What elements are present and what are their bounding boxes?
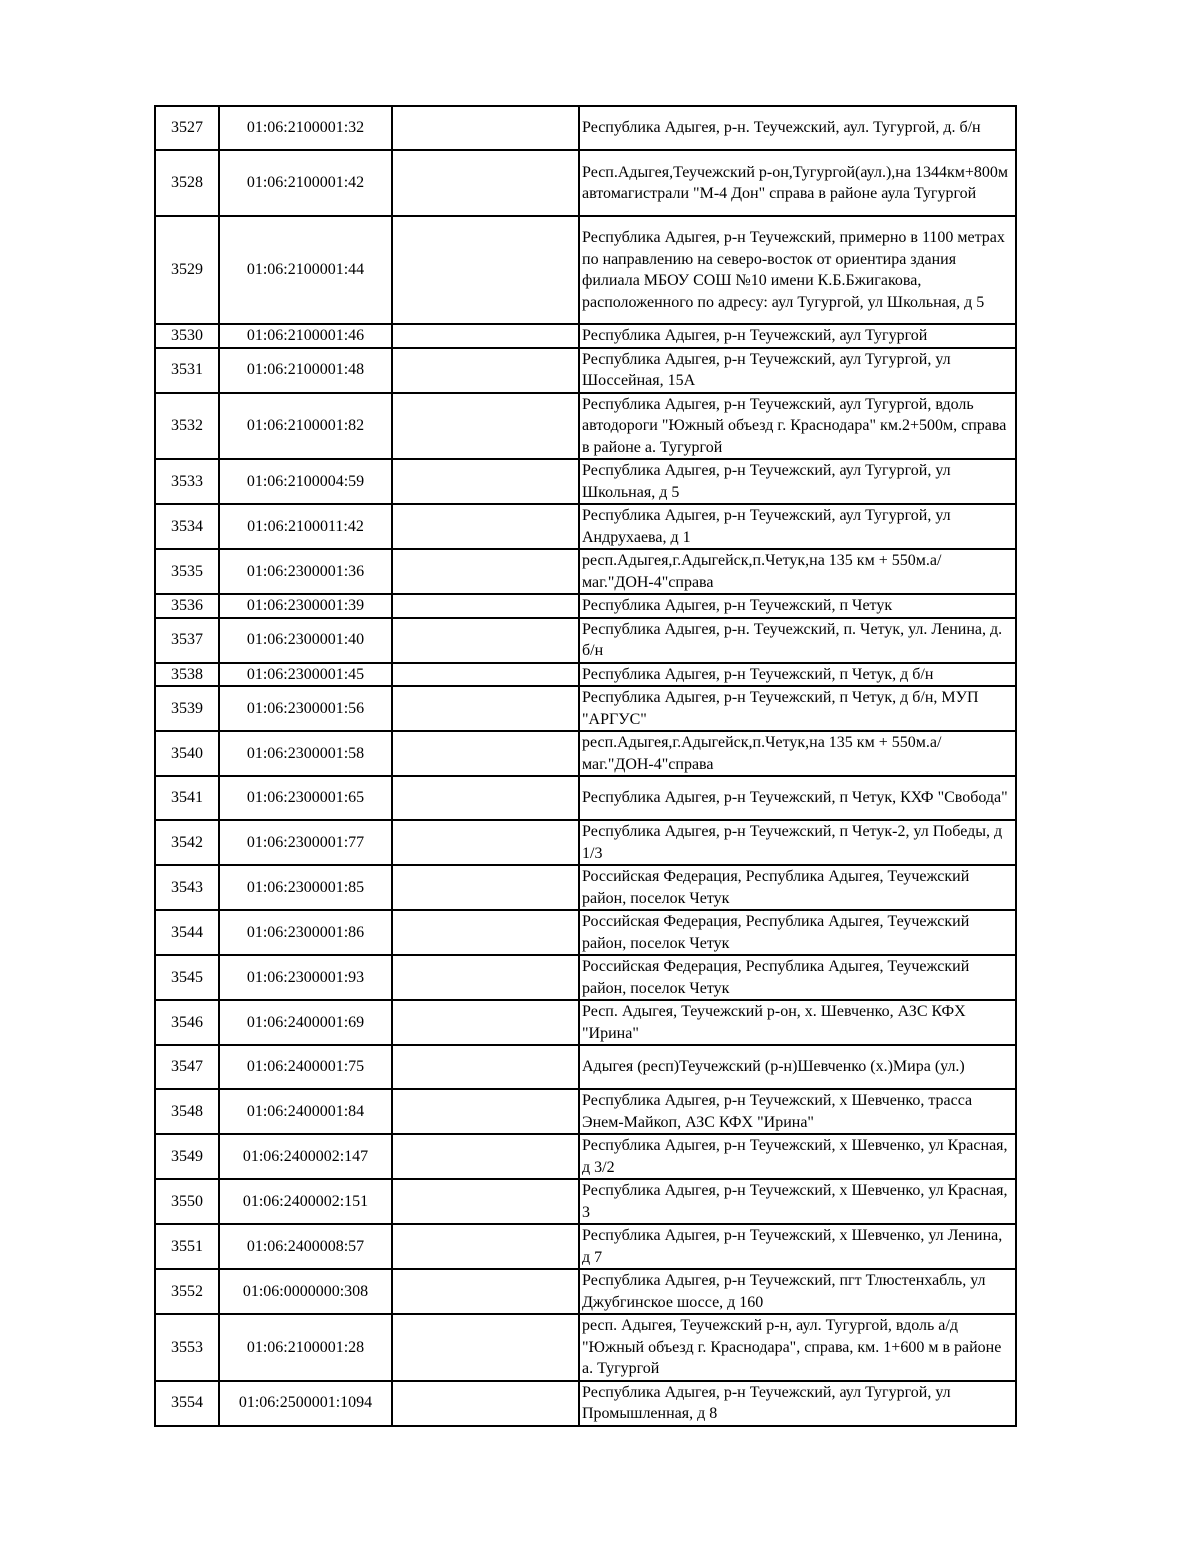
- row-number: 3553: [155, 1314, 219, 1381]
- land-plot-table: [154, 105, 1017, 1427]
- table-row: [155, 324, 1016, 348]
- row-number: 3536: [155, 594, 219, 618]
- table-row: [155, 865, 1016, 910]
- address: Республика Адыгея, р-н Теучежский, аул Тугургой: [579, 324, 1016, 348]
- row-number: 3532: [155, 393, 219, 460]
- row-number: 3535: [155, 549, 219, 594]
- address: Респ.Адыгея,Теучежский р-он,Тугургой(аул.),на 1344км+800м автомагистрали "М-4 Дон" справа в районе аула Тугургой: [579, 150, 1016, 216]
- table-row: [155, 216, 1016, 324]
- cadastral-number: 01:06:2300001:39: [219, 594, 392, 618]
- table-row: [155, 1045, 1016, 1089]
- table-row: [155, 150, 1016, 216]
- cadastral-number: 01:06:2400001:84: [219, 1089, 392, 1134]
- address: Республика Адыгея, р-н Теучежский, п Четук-2, ул Победы, д 1/3: [579, 820, 1016, 865]
- address: Республика Адыгея, р-н Теучежский, аул Тугургой, ул Школьная, д 5: [579, 459, 1016, 504]
- cadastral-number: 01:06:2400008:57: [219, 1224, 392, 1269]
- empty-cell: [392, 1381, 579, 1426]
- empty-cell: [392, 549, 579, 594]
- row-number: 3542: [155, 820, 219, 865]
- address: респ.Адыгея,г.Адыгейск,п.Четук,на 135 км + 550м.а/маг."ДОН-4"справа: [579, 731, 1016, 776]
- row-number: 3538: [155, 663, 219, 687]
- cadastral-number: 01:06:2100001:32: [219, 106, 392, 150]
- address: Республика Адыгея, р-н Теучежский, х Шевченко, ул Красная, д 3/2: [579, 1134, 1016, 1179]
- row-number: 3545: [155, 955, 219, 1000]
- table-row: [155, 731, 1016, 776]
- cadastral-number: 01:06:2300001:93: [219, 955, 392, 1000]
- cadastral-number: 01:06:2300001:56: [219, 686, 392, 731]
- cadastral-number: 01:06:2300001:58: [219, 731, 392, 776]
- row-number: 3534: [155, 504, 219, 549]
- address: Респ. Адыгея, Теучежский р-он, х. Шевченко, АЗС КФХ "Ирина": [579, 1000, 1016, 1045]
- table-row: [155, 910, 1016, 955]
- table-row: [155, 1179, 1016, 1224]
- address: Республика Адыгея, р-н Теучежский, аул Тугургой, вдоль автодороги "Южный объезд г. Краснодара" км.2+500м, справа в районе а. Тугургой: [579, 393, 1016, 460]
- cadastral-number: 01:06:2300001:45: [219, 663, 392, 687]
- row-number: 3554: [155, 1381, 219, 1426]
- empty-cell: [392, 1179, 579, 1224]
- empty-cell: [392, 150, 579, 216]
- cadastral-number: 01:06:2100004:59: [219, 459, 392, 504]
- cadastral-number: 01:06:2300001:65: [219, 776, 392, 820]
- address: Республика Адыгея, р-н Теучежский, п Четук: [579, 594, 1016, 618]
- empty-cell: [392, 1134, 579, 1179]
- empty-cell: [392, 776, 579, 820]
- address: Республика Адыгея, р-н Теучежский, примерно в 1100 метрах по направлению на северо-восток от ориентира здания филиала МБОУ СОШ №10 имени К.Б.Бжигакова, расположенного по адресу: аул Тугургой, ул Школьная, д 5: [579, 216, 1016, 324]
- table-row: [155, 618, 1016, 663]
- row-number: 3529: [155, 216, 219, 324]
- table-row: [155, 820, 1016, 865]
- empty-cell: [392, 504, 579, 549]
- table-row: [155, 1381, 1016, 1426]
- address: Республика Адыгея, р-н Теучежский, п Четук, д б/н: [579, 663, 1016, 687]
- address: Республика Адыгея, р-н Теучежский, х Шевченко, трасса Энем-Майкоп, АЗС КФХ "Ирина": [579, 1089, 1016, 1134]
- address: Республика Адыгея, р-н Теучежский, п Четук, д б/н, МУП "АРГУС": [579, 686, 1016, 731]
- empty-cell: [392, 1089, 579, 1134]
- cadastral-number: 01:06:2100001:28: [219, 1314, 392, 1381]
- cadastral-number: 01:06:2300001:40: [219, 618, 392, 663]
- empty-cell: [392, 459, 579, 504]
- table-body: [155, 106, 1016, 1426]
- address: Российская Федерация, Республика Адыгея, Теучежский район, поселок Четук: [579, 955, 1016, 1000]
- empty-cell: [392, 955, 579, 1000]
- table-row: [155, 459, 1016, 504]
- address: Республика Адыгея, р-н Теучежский, п Четук, КХФ "Свобода": [579, 776, 1016, 820]
- cadastral-number: 01:06:2100001:42: [219, 150, 392, 216]
- cadastral-number: 01:06:2300001:77: [219, 820, 392, 865]
- cadastral-number: 01:06:2100001:44: [219, 216, 392, 324]
- address: Российская Федерация, Республика Адыгея, Теучежский район, поселок Четук: [579, 910, 1016, 955]
- cadastral-number: 01:06:2300001:86: [219, 910, 392, 955]
- address: Адыгея (респ)Теучежский (р-н)Шевченко (х.)Мира (ул.): [579, 1045, 1016, 1089]
- address: Республика Адыгея, р-н Теучежский, пгт Тлюстенхабль, ул Джубгинское шоссе, д 160: [579, 1269, 1016, 1314]
- table-row: [155, 686, 1016, 731]
- empty-cell: [392, 686, 579, 731]
- empty-cell: [392, 216, 579, 324]
- address: Республика Адыгея, р-н Теучежский, х Шевченко, ул Красная, 3: [579, 1179, 1016, 1224]
- row-number: 3548: [155, 1089, 219, 1134]
- empty-cell: [392, 106, 579, 150]
- table-row: [155, 1224, 1016, 1269]
- empty-cell: [392, 324, 579, 348]
- table-row: [155, 549, 1016, 594]
- table-row: [155, 1269, 1016, 1314]
- empty-cell: [392, 820, 579, 865]
- cadastral-number: 01:06:2300001:36: [219, 549, 392, 594]
- table-row: [155, 106, 1016, 150]
- empty-cell: [392, 1269, 579, 1314]
- row-number: 3537: [155, 618, 219, 663]
- address: Республика Адыгея, р-н Теучежский, аул Тугургой, ул Андрухаева, д 1: [579, 504, 1016, 549]
- table-row: [155, 663, 1016, 687]
- table-row: [155, 1314, 1016, 1381]
- address: Республика Адыгея, р-н Теучежский, аул Тугургой, ул Промышленная, д 8: [579, 1381, 1016, 1426]
- address: Республика Адыгея, р-н Теучежский, х Шевченко, ул Ленина, д 7: [579, 1224, 1016, 1269]
- table-row: [155, 955, 1016, 1000]
- row-number: 3528: [155, 150, 219, 216]
- cadastral-number: 01:06:2100011:42: [219, 504, 392, 549]
- cadastral-number: 01:06:2300001:85: [219, 865, 392, 910]
- row-number: 3552: [155, 1269, 219, 1314]
- empty-cell: [392, 663, 579, 687]
- row-number: 3550: [155, 1179, 219, 1224]
- empty-cell: [392, 731, 579, 776]
- cadastral-number: 01:06:2100001:46: [219, 324, 392, 348]
- address: Республика Адыгея, р-н Теучежский, аул Тугургой, ул Шоссейная, 15А: [579, 348, 1016, 393]
- cadastral-number: 01:06:2400001:69: [219, 1000, 392, 1045]
- address: Российская Федерация, Республика Адыгея, Теучежский район, поселок Четук: [579, 865, 1016, 910]
- row-number: 3530: [155, 324, 219, 348]
- empty-cell: [392, 910, 579, 955]
- row-number: 3540: [155, 731, 219, 776]
- row-number: 3541: [155, 776, 219, 820]
- empty-cell: [392, 393, 579, 460]
- row-number: 3546: [155, 1000, 219, 1045]
- table-row: [155, 1000, 1016, 1045]
- cadastral-number: 01:06:2400002:151: [219, 1179, 392, 1224]
- row-number: 3533: [155, 459, 219, 504]
- row-number: 3527: [155, 106, 219, 150]
- row-number: 3551: [155, 1224, 219, 1269]
- empty-cell: [392, 1045, 579, 1089]
- cadastral-number: 01:06:2400001:75: [219, 1045, 392, 1089]
- table-row: [155, 1134, 1016, 1179]
- row-number: 3544: [155, 910, 219, 955]
- cadastral-number: 01:06:2500001:1094: [219, 1381, 392, 1426]
- address: респ.Адыгея,г.Адыгейск,п.Четук,на 135 км + 550м.а/маг."ДОН-4"справа: [579, 549, 1016, 594]
- empty-cell: [392, 1000, 579, 1045]
- row-number: 3539: [155, 686, 219, 731]
- row-number: 3547: [155, 1045, 219, 1089]
- address: респ. Адыгея, Теучежский р-н, аул. Тугургой, вдоль а/д "Южный объезд г. Краснодара", справа, км. 1+600 м в районе а. Тугургой: [579, 1314, 1016, 1381]
- empty-cell: [392, 594, 579, 618]
- empty-cell: [392, 865, 579, 910]
- cadastral-number: 01:06:2100001:82: [219, 393, 392, 460]
- empty-cell: [392, 618, 579, 663]
- cadastral-number: 01:06:0000000:308: [219, 1269, 392, 1314]
- table-row: [155, 393, 1016, 460]
- row-number: 3543: [155, 865, 219, 910]
- row-number: 3531: [155, 348, 219, 393]
- address: Республика Адыгея, р-н. Теучежский, аул. Тугургой, д. б/н: [579, 106, 1016, 150]
- cadastral-number: 01:06:2100001:48: [219, 348, 392, 393]
- empty-cell: [392, 348, 579, 393]
- table-row: [155, 594, 1016, 618]
- empty-cell: [392, 1224, 579, 1269]
- table-row: [155, 504, 1016, 549]
- cadastral-number: 01:06:2400002:147: [219, 1134, 392, 1179]
- empty-cell: [392, 1314, 579, 1381]
- table-row: [155, 776, 1016, 820]
- table-row: [155, 1089, 1016, 1134]
- table-row: [155, 348, 1016, 393]
- address: Республика Адыгея, р-н. Теучежский, п. Четук, ул. Ленина, д. б/н: [579, 618, 1016, 663]
- row-number: 3549: [155, 1134, 219, 1179]
